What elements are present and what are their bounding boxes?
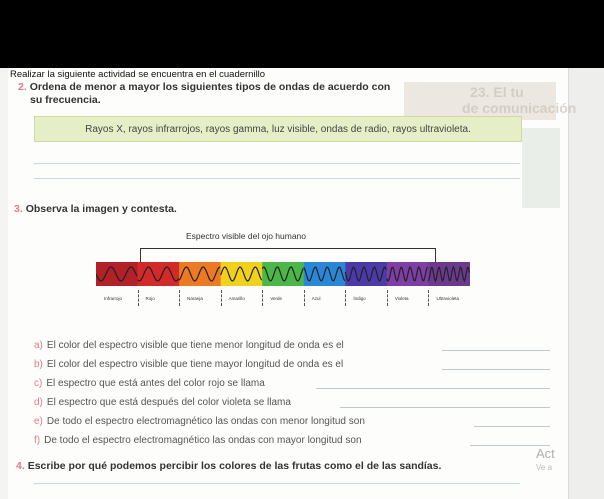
q3-item-c — [34, 378, 265, 389]
q3-item-d-text: El espectro que está después del color violeta se llama — [46, 397, 291, 408]
adjacent-page-edge — [568, 68, 604, 499]
q4-heading — [16, 460, 441, 472]
q3-text: Observa la imagen y contesta. — [25, 203, 177, 215]
q4-answer-line[interactable] — [34, 483, 520, 484]
q3-item-d-letter: d) — [34, 397, 43, 408]
spectrum-divider-8 — [428, 290, 429, 306]
spectrum-divider-5 — [304, 290, 305, 306]
bg-side-strip — [522, 128, 560, 208]
q3-item-f-text: De todo el espectro electromagnético las ondas con mayor longitud son — [44, 435, 362, 446]
q3-item-b-letter: b) — [34, 359, 43, 370]
spectrum-image — [96, 262, 470, 286]
q3-item-f — [34, 435, 362, 446]
q3-item-a-text: El color del espectro visible que tiene menor longitud de onda es el — [46, 340, 344, 351]
spectrum-band-3 — [221, 262, 263, 286]
q2-answer-line-2 — [34, 178, 520, 179]
spectrum-band-label-2: Naranja — [187, 296, 203, 301]
spectrum-band-label-5: Azul — [311, 296, 321, 301]
spectrum-band-label-6: Índigo — [353, 296, 366, 301]
bg-header-line1: 23. El tu — [470, 84, 524, 100]
spectrum-divider-3 — [221, 290, 222, 306]
q3-item-a-letter: a) — [34, 340, 43, 351]
q3-item-b-text: El color del espectro visible que tiene mayor longitud de onda es el — [46, 359, 344, 370]
q3-item-c-blank[interactable] — [316, 388, 550, 389]
q3-item-a — [34, 340, 344, 351]
q3-heading — [14, 203, 177, 215]
q3-item-a-blank[interactable] — [442, 350, 550, 351]
q2-word-box: Rayos X, rayos infrarrojos, rayos gamma, luz visible, ondas de radio, rayos ultravioleta. — [34, 116, 522, 142]
q3-number: 3. — [14, 203, 23, 215]
spectrum-title: Espectro visible del ojo humano — [186, 231, 307, 241]
q3-item-b — [34, 359, 343, 370]
spectrum-divider-1 — [138, 290, 139, 306]
q2-number: 2. — [18, 81, 27, 93]
spectrum-band-label-3: Amarillo — [228, 296, 245, 301]
q3-item-e-letter: e) — [34, 416, 43, 427]
spectrum-bracket — [140, 248, 436, 263]
spectrum-band-label-1: Rojo — [145, 296, 155, 301]
spectrum-band-label-8: Ultravioleta — [436, 296, 459, 301]
activation-watermark-line2: Ve a — [536, 463, 553, 472]
spectrum-band-8 — [428, 262, 470, 286]
q4-text: Escribe por qué podemos percibir los colores de las frutas como el de las sandías. — [27, 460, 442, 472]
q3-item-e-blank[interactable] — [474, 426, 550, 427]
bg-header-line2: de comunicación — [462, 100, 577, 116]
activation-watermark-line1: Act — [536, 446, 555, 461]
instruction-note: Realizar la siguiente actividad se encuentra en el cuadernillo — [10, 69, 266, 80]
q3-item-f-letter: f) — [34, 435, 41, 446]
q4-number: 4. — [16, 460, 25, 472]
q3-item-c-letter: c) — [34, 378, 43, 389]
q3-item-b-blank[interactable] — [442, 369, 550, 370]
spectrum-band-label-4: Verde — [270, 296, 282, 301]
spectrum-band-label-7: Violeta — [394, 296, 409, 301]
q2-text-line2: su frecuencia. — [30, 94, 101, 106]
q3-item-e-text: De todo el espectro electromagnético las ondas con menor longitud son — [46, 416, 365, 427]
spectrum-band-2 — [179, 262, 221, 286]
spectrum-band-label-0: Infrarrojo — [104, 296, 123, 301]
spectrum-band-4 — [262, 262, 304, 286]
q3-item-d — [34, 397, 291, 408]
q2-text-line1: Ordena de menor a mayor los siguientes tipos de ondas de acuerdo con — [29, 81, 391, 93]
spectrum-divider-7 — [387, 290, 388, 306]
spectrum-divider-4 — [262, 290, 263, 306]
q3-item-e — [34, 416, 365, 427]
q2-answer-line-1 — [34, 163, 520, 164]
bg-header-block — [404, 82, 577, 120]
q2-heading — [18, 81, 390, 93]
top-black-bar — [0, 0, 604, 68]
spectrum-band-0 — [96, 262, 138, 286]
spectrum-band-labels — [96, 290, 470, 308]
spectrum-divider-2 — [179, 290, 180, 306]
spectrum-divider-6 — [345, 290, 346, 306]
q3-item-c-text: El espectro que está antes del color rojo se llama — [46, 378, 265, 389]
q3-item-d-blank[interactable] — [340, 407, 550, 408]
